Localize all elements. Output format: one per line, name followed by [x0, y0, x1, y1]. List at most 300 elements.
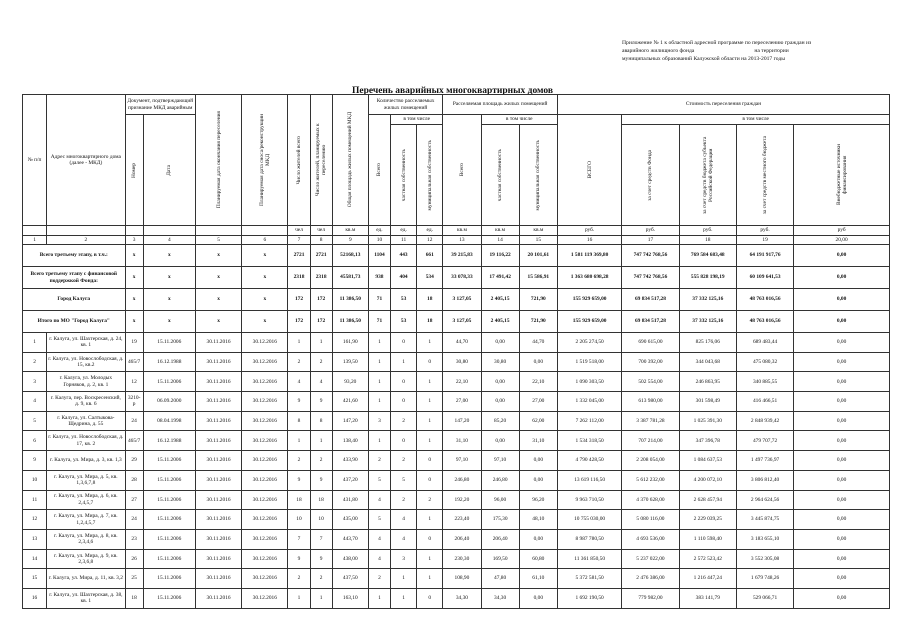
table-cell: 15.11.2006 [143, 490, 195, 510]
table-cell: 85,20 [481, 411, 519, 431]
table-cell: 19 116,22 [481, 245, 519, 267]
table-cell: 707 214,00 [622, 431, 679, 451]
table-cell: 3 445 874,75 [736, 510, 793, 530]
table-cell [242, 226, 288, 236]
table-cell: 11 386,50 [332, 311, 368, 333]
table-row [23, 510, 890, 530]
col-area-incl: в том числе [481, 115, 557, 125]
table-cell: 700 392,00 [622, 352, 679, 372]
table-cell: 15 586,91 [519, 267, 557, 289]
table-cell: 18 [125, 588, 143, 608]
table-cell: 1 [23, 236, 47, 245]
table-cell: 31,10 [443, 431, 481, 451]
table-cell: 2 476 386,00 [622, 569, 679, 589]
table-cell: 0,00 [794, 529, 890, 549]
table-row [23, 392, 890, 412]
table-cell: г. Калуга, ул. Молодых Горняков, д. 2, кв. 1 [47, 372, 125, 392]
table-cell: г. Калуга, ул. Мира, д. 7, кв. 1,2,4,5,7 [47, 510, 125, 530]
table-cell: 1 [368, 588, 390, 608]
table-cell: 0 [391, 431, 417, 451]
table-cell: 1 [417, 569, 443, 589]
table-cell: 28 [125, 470, 143, 490]
table-cell: 9 [23, 451, 47, 471]
table-cell: 4 [143, 236, 195, 245]
table-cell: 1 679 748,26 [736, 569, 793, 589]
table-cell: 18 [288, 490, 310, 510]
table-cell: 30.12.2016 [242, 529, 288, 549]
table-cell: 721,90 [519, 289, 557, 311]
table-cell: 71 [368, 311, 390, 333]
table-cell: 172 [288, 289, 310, 311]
table-cell: 155 929 659,00 [557, 311, 621, 333]
table-cell: 0,00 [794, 470, 890, 490]
table-cell: руб. [622, 226, 679, 236]
table-cell: 1 [391, 588, 417, 608]
col-document: Документ, подтверждающий признание МКД аварийным [125, 95, 195, 115]
table-cell: 0,00 [794, 289, 890, 311]
table-cell: 2 [391, 411, 417, 431]
table-cell: ед. [417, 226, 443, 236]
table-cell: 30.11.2016 [195, 411, 241, 431]
table-cell: 15 [519, 236, 557, 245]
col-cost-local: за счет средств местного бюджета [736, 125, 793, 226]
table-cell: 8 [310, 411, 332, 431]
table-cell: 0,00 [794, 569, 890, 589]
col-area-municipal: муниципальная собственность [519, 125, 557, 226]
table-row [23, 411, 890, 431]
table-cell: 1 519 518,00 [557, 352, 621, 372]
col-qty-incl: в том числе [391, 115, 443, 125]
units-row [23, 226, 890, 236]
table-cell: 0 [417, 451, 443, 471]
table-cell: 1 [417, 372, 443, 392]
table-cell: 223,40 [443, 510, 481, 530]
table-cell: 479 707,72 [736, 431, 793, 451]
table-row [23, 352, 890, 372]
table-cell: 1 [391, 569, 417, 589]
table-cell: 11 [23, 490, 47, 510]
table-cell: 62,00 [519, 411, 557, 431]
table-cell: 769 584 683,48 [679, 245, 736, 267]
table-cell: 2 [368, 451, 390, 471]
table-cell: 48 763 016,56 [736, 289, 793, 311]
table-cell: 175,30 [481, 510, 519, 530]
col-residents: Число жителей всего [288, 95, 310, 226]
table-cell: 30.11.2016 [195, 490, 241, 510]
table-cell: 3 387 781,28 [622, 411, 679, 431]
table-cell: 39 215,83 [443, 245, 481, 267]
table-cell: г. Калуга, ул. Мира, д. 9, кв. 2,3,6,8 [47, 549, 125, 569]
table-cell: 5 372 581,50 [557, 569, 621, 589]
table-cell: 206,40 [481, 529, 519, 549]
table-cell: 18 [310, 490, 332, 510]
table-cell: x [242, 311, 288, 333]
table-cell: 5 [195, 236, 241, 245]
table-cell: 2 [310, 569, 332, 589]
table-cell: 0,00 [794, 267, 890, 289]
table-cell: 1 534 318,50 [557, 431, 621, 451]
col-area-total-sub: Всего [443, 115, 481, 226]
table-cell: 3 [23, 372, 47, 392]
table-cell: 2 208 054,00 [622, 451, 679, 471]
table-cell: 416 466,51 [736, 392, 793, 412]
table-cell [195, 226, 241, 236]
table-cell: 2 [310, 451, 332, 471]
table-cell: 0,00 [794, 333, 890, 353]
table-cell: 30.11.2016 [195, 352, 241, 372]
summary-row [23, 311, 890, 333]
table-cell: 0,00 [519, 451, 557, 471]
table-cell: 9 [310, 470, 332, 490]
table-cell: 1 216 447,24 [679, 569, 736, 589]
table-cell: 30.12.2016 [242, 569, 288, 589]
table-cell: 10 755 030,00 [557, 510, 621, 530]
table-cell: 7 [310, 529, 332, 549]
table-cell: 9 [288, 470, 310, 490]
table-cell: 30,80 [443, 352, 481, 372]
table-cell: 340 885,55 [736, 372, 793, 392]
table-cell: 2 405,15 [481, 311, 519, 333]
col-cost-extra: Внебюджетные источники финансирования [794, 125, 890, 226]
table-cell: 14 [481, 236, 519, 245]
table-cell: 15.11.2006 [143, 588, 195, 608]
table-cell: 16.12.1988 [143, 431, 195, 451]
table-cell: 0 [417, 529, 443, 549]
table-cell: 555 828 198,19 [679, 267, 736, 289]
table-cell: г. Калуга, пер. Воскресенский, д. 9, кв. 6 [47, 392, 125, 412]
table-cell: 1 090 303,50 [557, 372, 621, 392]
table-cell: кв.м [481, 226, 519, 236]
table-cell: 0,00 [794, 352, 890, 372]
table-cell: Итого по МО "Город Калуга" [23, 311, 126, 333]
table-cell: 2721 [288, 245, 310, 267]
table-cell: 404 [391, 267, 417, 289]
table-cell: 2 [310, 352, 332, 372]
table-cell: 44,70 [519, 333, 557, 353]
table-cell: 3 183 655,10 [736, 529, 793, 549]
table-cell: x [195, 245, 241, 267]
table-cell: 421,60 [332, 392, 368, 412]
table-cell: 6 [23, 431, 47, 451]
col-qty-total: Всего [368, 115, 390, 226]
table-cell: 69 834 517,28 [622, 289, 679, 311]
table-cell: 1 110 598,40 [679, 529, 736, 549]
summary-row [23, 289, 890, 311]
table-cell: 246,80 [443, 470, 481, 490]
table-cell: 16 [557, 236, 621, 245]
table-cell: 4 [310, 372, 332, 392]
table-cell: 721,90 [519, 311, 557, 333]
table-row [23, 529, 890, 549]
table-cell: 30.11.2016 [195, 510, 241, 530]
table-cell: 33 078,33 [443, 267, 481, 289]
table-cell: 4 693 536,00 [622, 529, 679, 549]
table-cell: 155 929 659,00 [557, 289, 621, 311]
table-cell: 1 [368, 333, 390, 353]
table-cell: 613 980,00 [622, 392, 679, 412]
table-cell: руб [794, 226, 890, 236]
table-cell: 1 [417, 392, 443, 412]
table-cell: 825 176,06 [679, 333, 736, 353]
table-cell: 30,80 [481, 352, 519, 372]
table-cell: 8 [310, 236, 332, 245]
table-cell: 465/7 [125, 352, 143, 372]
table-cell: 30.12.2016 [242, 470, 288, 490]
table-cell: 747 742 768,56 [622, 245, 679, 267]
table-cell: 172 [310, 311, 332, 333]
table-cell: 9 [288, 549, 310, 569]
header-line-1: Приложение № 1 к областной адресной программе по переселению граждан из [622, 40, 812, 46]
col-plan-demolish: Планируемая дата сноса/реконструкции МКД [242, 95, 288, 226]
table-cell: 60 109 641,53 [736, 267, 793, 289]
table-cell: 0,00 [794, 451, 890, 471]
table-cell: 1 581 119 369,80 [557, 245, 621, 267]
table-cell [23, 226, 47, 236]
table-cell: 17 491,42 [481, 267, 519, 289]
table-cell: 2 628 457,94 [679, 490, 736, 510]
table-cell: 69 834 517,28 [622, 311, 679, 333]
table-cell: 2 205 274,50 [557, 333, 621, 353]
table-cell: 64 191 917,76 [736, 245, 793, 267]
table-cell: кв.м [519, 226, 557, 236]
table-cell: 0,00 [519, 470, 557, 490]
table-cell: 3 [391, 549, 417, 569]
table-cell: 5 237 022,00 [622, 549, 679, 569]
table-cell: г. Калуга, ул. Мира, д. 5, кв. 1,3,6,7,8 [47, 470, 125, 490]
table-cell: 147,20 [332, 411, 368, 431]
table-row [23, 569, 890, 589]
table-cell: 435,00 [332, 510, 368, 530]
table-cell: 438,00 [332, 549, 368, 569]
table-cell: 192,20 [443, 490, 481, 510]
table-cell: 11 [391, 236, 417, 245]
table-cell: 2 [47, 236, 125, 245]
table-cell: 30.12.2016 [242, 588, 288, 608]
table-cell: 71 [368, 289, 390, 311]
table-cell: 22,10 [443, 372, 481, 392]
col-cost-regional: за счет средств бюджета субъекта Российской Федерации [679, 125, 736, 226]
table-cell: 44,70 [443, 333, 481, 353]
table-cell: 1 [368, 352, 390, 372]
table-cell: 1 084 637,53 [679, 451, 736, 471]
table-cell: 30.12.2016 [242, 549, 288, 569]
table-cell: x [125, 245, 143, 267]
table-cell: 0 [417, 352, 443, 372]
table-cell: 9 [332, 236, 368, 245]
table-cell: 0,00 [794, 245, 890, 267]
col-cost-fund: за счет средств Фонда [622, 125, 679, 226]
table-cell: 96,20 [519, 490, 557, 510]
table-cell: 31,10 [519, 431, 557, 451]
table-cell: 0,00 [794, 372, 890, 392]
summary-row [23, 267, 890, 289]
table-cell: г. Калуга, ул. Новослободская, д. 17, кв. 2 [47, 431, 125, 451]
table-cell: 11 386,50 [332, 289, 368, 311]
table-cell: 15.11.2006 [143, 549, 195, 569]
table-cell: 1 [288, 431, 310, 451]
document-title: Перечень аварийных многоквартирных домов [351, 86, 554, 96]
table-cell: 30.11.2016 [195, 392, 241, 412]
table-cell: 1 [368, 392, 390, 412]
table-cell: 5 080 116,00 [622, 510, 679, 530]
table-cell: 0,00 [794, 588, 890, 608]
table-cell: 147,20 [443, 411, 481, 431]
table-cell: 5 612 232,00 [622, 470, 679, 490]
table-cell: x [242, 267, 288, 289]
table-cell: руб. [557, 226, 621, 236]
table-cell: 97,10 [481, 451, 519, 471]
table-cell: 2 [391, 490, 417, 510]
header-line-2: аварийного жилищного фонда на территории [622, 47, 789, 54]
table-cell: 1 025 391,30 [679, 411, 736, 431]
table-cell: 1 332 045,00 [557, 392, 621, 412]
table-cell: 15.11.2006 [143, 569, 195, 589]
table-cell: 2 [391, 451, 417, 471]
table-cell: 34,30 [481, 588, 519, 608]
table-cell: 8 [288, 411, 310, 431]
table-cell: 5 [368, 510, 390, 530]
table-cell: 15 [23, 569, 47, 589]
table-cell: 60,80 [519, 549, 557, 569]
table-cell: 12 [417, 236, 443, 245]
table-cell: 246,80 [481, 470, 519, 490]
table-cell: 30.12.2016 [242, 392, 288, 412]
table-cell: ед. [391, 226, 417, 236]
table-cell: 3 127,05 [443, 311, 481, 333]
table-cell: 161,90 [332, 333, 368, 353]
table-cell: 1 [368, 372, 390, 392]
table-cell: 15.11.2006 [143, 333, 195, 353]
table-cell: руб. [679, 226, 736, 236]
table-cell: 8 987 780,50 [557, 529, 621, 549]
table-cell: 0,00 [794, 490, 890, 510]
table-cell: 30.11.2016 [195, 569, 241, 589]
table-cell: 30.11.2016 [195, 372, 241, 392]
table-cell: 690 615,00 [622, 333, 679, 353]
table-cell: 443,70 [332, 529, 368, 549]
table-cell: x [195, 311, 241, 333]
table-cell: 4 [368, 490, 390, 510]
table-cell: 48,10 [519, 510, 557, 530]
col-doc-date: Дата [143, 115, 195, 226]
table-cell: 9 [310, 549, 332, 569]
table-cell: 12 [23, 510, 47, 530]
table-cell: 4 370 628,00 [622, 490, 679, 510]
col-cost-total: ВСЕГО [557, 115, 621, 226]
table-cell: 0,00 [794, 411, 890, 431]
table-cell: 0,00 [481, 333, 519, 353]
table-cell: 661 [417, 245, 443, 267]
table-cell: г. Калуга, ул. Мира, д. 6, кв. 2,4,5,7 [47, 490, 125, 510]
table-cell: 15.11.2006 [143, 451, 195, 471]
table-cell: 30.12.2016 [242, 451, 288, 471]
table-cell: 97,10 [443, 451, 481, 471]
table-cell [143, 226, 195, 236]
table-cell: x [125, 267, 143, 289]
table-cell: 1 363 680 698,28 [557, 267, 621, 289]
table-cell: 45581,73 [332, 267, 368, 289]
table-cell: 0,00 [794, 392, 890, 412]
table-cell: 30.11.2016 [195, 588, 241, 608]
table-cell: x [242, 289, 288, 311]
table-row [23, 451, 890, 471]
table-cell: 4 [368, 529, 390, 549]
table-cell: 19 [736, 236, 793, 245]
table-cell: руб. [736, 226, 793, 236]
table-cell: 2 229 039,25 [679, 510, 736, 530]
table-cell: 4 [391, 529, 417, 549]
table-cell: 0 [417, 588, 443, 608]
table-cell: 29 [125, 451, 143, 471]
table-cell: 9 [310, 392, 332, 412]
col-qty-municipal: муниципальная собственность [417, 125, 443, 226]
table-cell: 3210-р [125, 392, 143, 412]
table-cell: 230,30 [443, 549, 481, 569]
table-cell: 0,00 [794, 510, 890, 530]
table-cell: 34,30 [443, 588, 481, 608]
table-cell: 2318 [288, 267, 310, 289]
table-cell: 30.11.2016 [195, 451, 241, 471]
table-cell: 4 [288, 372, 310, 392]
table-cell: 431,80 [332, 490, 368, 510]
table-cell: x [195, 267, 241, 289]
table-cell: 53 [391, 311, 417, 333]
col-cost-incl: в том числе [622, 115, 890, 125]
table-cell: 30.12.2016 [242, 431, 288, 451]
table-cell: 443 [391, 245, 417, 267]
table-cell: 2 572 523,42 [679, 549, 736, 569]
emergency-houses-table [22, 94, 890, 609]
table-cell: 1 [417, 431, 443, 451]
table-cell: 37 332 125,16 [679, 289, 736, 311]
table-cell: 2318 [310, 267, 332, 289]
table-cell: 437,20 [332, 470, 368, 490]
table-cell: 18 [417, 289, 443, 311]
table-cell: 15.11.2006 [143, 529, 195, 549]
table-cell: 1 [417, 333, 443, 353]
table-cell: 246 863,95 [679, 372, 736, 392]
table-cell: 172 [310, 289, 332, 311]
table-cell: 2 [288, 451, 310, 471]
table-cell: 4 [391, 510, 417, 530]
table-cell: x [143, 245, 195, 267]
table-cell [47, 226, 125, 236]
table-cell: 5 [368, 470, 390, 490]
table-row [23, 470, 890, 490]
table-cell: 172 [288, 311, 310, 333]
table-cell: x [242, 245, 288, 267]
table-cell: 9 [288, 392, 310, 412]
table-cell: 30.12.2016 [242, 372, 288, 392]
table-cell: 529 066,71 [736, 588, 793, 608]
table-cell: 0,00 [794, 311, 890, 333]
table-cell: 20,00 [794, 236, 890, 245]
table-cell: 26 [125, 549, 143, 569]
table-cell: 344 043,68 [679, 352, 736, 372]
table-cell: г. Калуга, ул. Мира, д. 11, кв. 3,2 [47, 569, 125, 589]
table-cell: 1 [417, 510, 443, 530]
table-cell: 30.11.2016 [195, 470, 241, 490]
table-cell: 4 200 072,10 [679, 470, 736, 490]
table-cell: 17 [622, 236, 679, 245]
table-cell: 1 [391, 352, 417, 372]
table-cell: 2 964 624,56 [736, 490, 793, 510]
table-cell: 1 [288, 588, 310, 608]
table-cell: 0 [391, 333, 417, 353]
table-cell: 15.11.2006 [143, 372, 195, 392]
col-qty-private: частная собственность [391, 125, 417, 226]
table-cell: 7 [288, 236, 310, 245]
